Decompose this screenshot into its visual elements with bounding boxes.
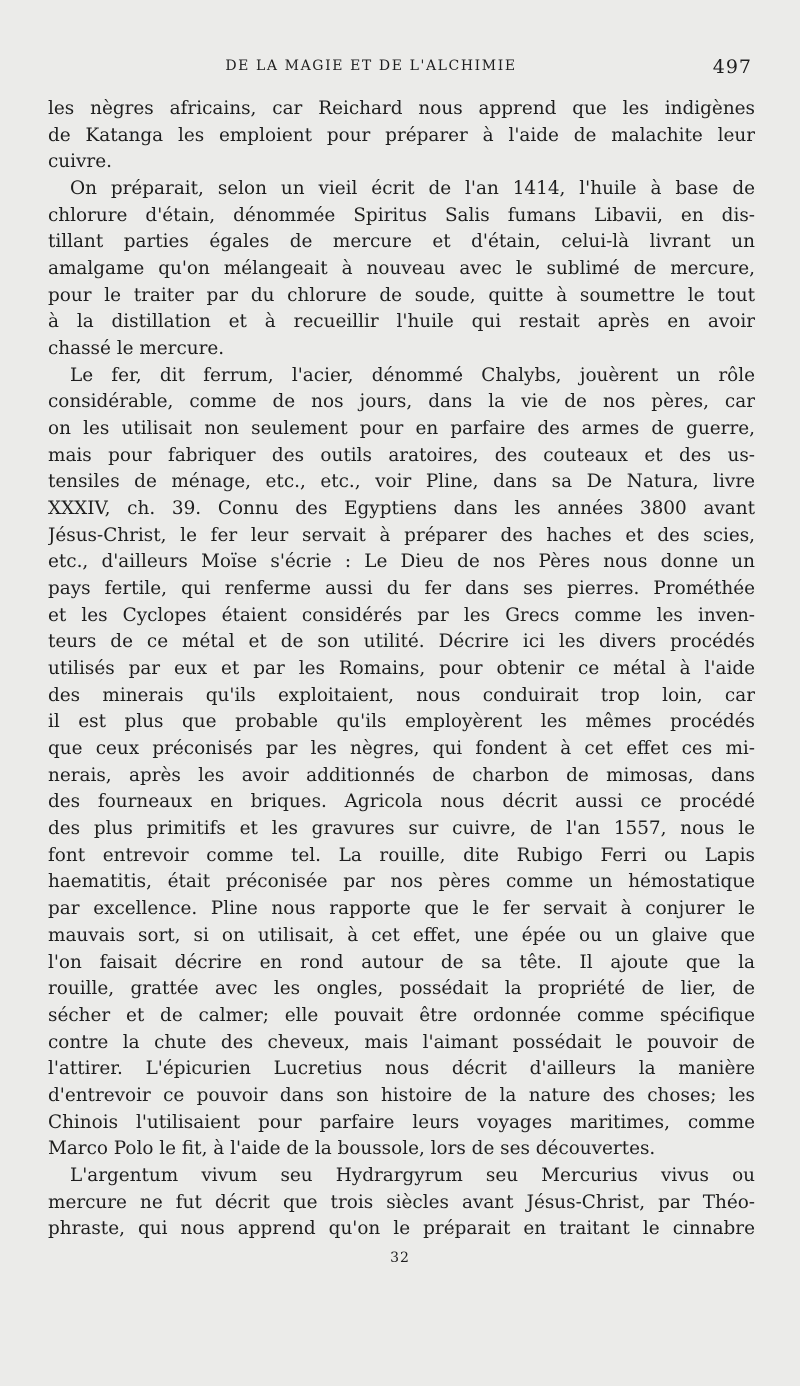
text-line: des fourneaux en briques. Agricola nous décrit aussi ce procédé: [48, 791, 755, 813]
text-line: phraste, qui nous apprend qu'on le préparait en traitant le cinnabre: [48, 1218, 755, 1240]
text-line: mercure ne fut décrit que trois siècles avant Jésus-Christ, par Théo-: [48, 1191, 755, 1213]
text-line: mais pour fabriquer des outils aratoires, des couteaux et des us-: [48, 444, 755, 466]
text-line: que ceux préconisés par les nègres, qui fondent à cet effet ces mi-: [48, 738, 755, 760]
text-line: font entrevoir comme tel. La rouille, dite Rubigo Ferri ou Lapis: [48, 844, 755, 866]
text-line: des minerais qu'ils exploitaient, nous conduirait trop loin, car: [48, 684, 755, 706]
text-line: l'on faisait décrire en rond autour de sa tête. Il ajoute que la: [48, 951, 755, 973]
text-line: d'entrevoir ce pouvoir dans son histoire de la nature des choses; les: [48, 1084, 755, 1106]
text-line: et les Cyclopes étaient considérés par les Grecs comme les inven-: [48, 604, 755, 626]
text-line: XXXIV, ch. 39. Connu des Egyptiens dans les années 3800 avant: [48, 498, 755, 520]
text-line: chlorure d'étain, dénommée Spiritus Salis fumans Libavii, en dis-: [48, 204, 755, 226]
text-line: etc., d'ailleurs Moïse s'écrie : Le Dieu de nos Pères nous donne un: [48, 551, 755, 573]
page-number: 497: [712, 56, 752, 78]
text-line: nerais, après les avoir additionnés de charbon de mimosas, dans: [48, 764, 755, 786]
text-line: Marco Polo le fit, à l'aide de la boussole, lors de ses découvertes.: [48, 1138, 656, 1160]
text-line: haematitis, était préconisée par nos pères comme un hémostatique: [48, 871, 755, 893]
text-line: L'argentum vivum seu Hydrargyrum seu Mercurius vivus ou: [70, 1164, 755, 1186]
text-line: chassé le mercure.: [48, 338, 225, 360]
text-line: des plus primitifs et les gravures sur cuivre, de l'an 1557, nous le: [48, 818, 755, 840]
text-line: considérable, comme de nos jours, dans la vie de nos pères, car: [48, 391, 755, 413]
text-line: les nègres africains, car Reichard nous apprend que les indigènes: [48, 98, 755, 119]
text-line: pays fertile, qui renferme aussi du fer dans ses pierres. Prométhée: [48, 578, 755, 600]
text-line: Jésus-Christ, le fer leur servait à préparer des haches et des scies,: [48, 524, 755, 546]
text-line: cuivre.: [48, 151, 112, 173]
text-line: il est plus que probable qu'ils employèrent les mêmes procédés: [48, 711, 755, 733]
text-line: On préparait, selon un vieil écrit de l'an 1414, l'huile à base de: [70, 178, 755, 200]
text-line: mauvais sort, si on utilisait, à cet effet, une épée ou un glaive que: [48, 924, 755, 946]
text-line: contre la chute des cheveux, mais l'aimant possédait le pouvoir de: [48, 1031, 755, 1053]
text-line: teurs de ce métal et de son utilité. Décrire ici les divers procédés: [48, 631, 755, 653]
text-line: utilisés par eux et par les Romains, pour obtenir ce métal à l'aide: [48, 658, 755, 680]
signature-mark: 32: [390, 1250, 410, 1266]
text-line: Le fer, dit ferrum, l'acier, dénommé Chalybs, jouèrent un rôle: [70, 364, 755, 386]
running-title: DE LA MAGIE ET DE L'ALCHIMIE: [225, 58, 517, 74]
text-line: rouille, grattée avec les ongles, possédait la propriété de lier, de: [48, 978, 755, 1000]
text-line: à la distillation et à recueillir l'huile qui restait après en avoir: [48, 311, 755, 333]
text-line: de Katanga les emploient pour préparer à l'aide de malachite leur: [48, 124, 755, 146]
text-line: pour le traiter par du chlorure de soude, quitte à soumettre le tout: [48, 284, 755, 306]
text-line: amalgame qu'on mélangeait à nouveau avec le sublimé de mercure,: [48, 258, 755, 280]
text-line: par excellence. Pline nous rapporte que le fer servait à conjurer le: [48, 898, 755, 920]
page-header: [48, 56, 754, 86]
body-text: [48, 96, 755, 1243]
text-line: tensiles de ménage, etc., etc., voir Pline, dans sa De Natura, livre: [48, 471, 755, 493]
text-line: l'attirer. L'épicurien Lucretius nous décrit d'ailleurs la manière: [48, 1058, 755, 1080]
text-line: on les utilisait non seulement pour en parfaire des armes de guerre,: [48, 418, 755, 440]
text-line: tillant parties égales de mercure et d'étain, celui-là livrant un: [48, 231, 755, 253]
text-line: sécher et de calmer; elle pouvait être ordonnée comme spécifique: [48, 1004, 755, 1026]
text-line: Chinois l'utilisaient pour parfaire leurs voyages maritimes, comme: [48, 1111, 755, 1133]
